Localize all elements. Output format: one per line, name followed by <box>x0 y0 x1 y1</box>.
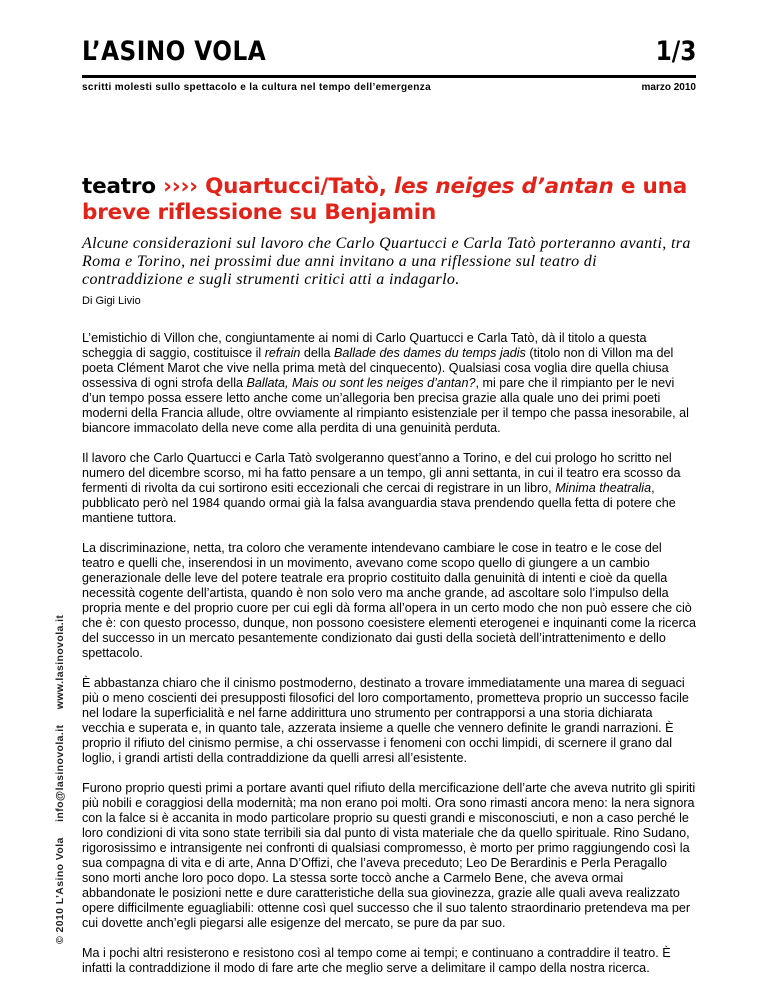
article <box>82 174 696 976</box>
byline: Di Gigi Livio <box>82 295 141 307</box>
page-number: 1/3 <box>655 36 696 67</box>
p1-text-a: L’emistichio di Villon che, congiuntamente ai nomi di Carlo Quartucci e Carla Tatò, dà il titolo a questa scheggia di saggio, costituisce il <box>82 331 647 360</box>
email-link[interactable]: info@lasinovola.it <box>54 724 66 822</box>
article-headline <box>82 174 696 226</box>
paragraph-3: La discriminazione, netta, tra coloro che veramente intendevano cambiare le cose in teatro e le cose del teatro e quelli che, inserendosi in un movimento, avevano come scopo quello di giungere a un cambio generazionale delle leve del potere teatrale era proprio costituito dalla genuinità di intenti e cioè da quella necessità cogente dell’artista, quando è non solo vero ma anche grande, ad ascoltare solo l’impulso della propria mente e del proprio cuore per cui egli dà forma all’opera in un certo modo che non può essere che ciò che è: con questo processo, dunque, non possono coesistere elementi eterogenei e inquinanti come la ricerca del successo in un mercato pesantemente condizionato dai gusti della società dell’intrattenimento e dello spettacolo. <box>82 541 696 660</box>
side-credits <box>54 614 68 944</box>
paragraph-4: È abbastanza chiaro che il cinismo postmoderno, destinato a trovare immediatamente una marea di seguaci più o meno coscienti dei presupposti filosofici del loro comportamento, prometteva proprio un successo facile nel lodare la superficialità e nel farne addirittura uno strumento per contrapporsi a una storia dichiarata vecchia e superata e, in quanto tale, azzerata insieme a quelle che vennero definite le grandi narrazioni. È proprio il rifiuto del cinismo permise, a chi osservasse i fenomeni con occhi limpidi, di scernere il grano dal loglio, i grandi artisti della contraddizione da quelli arresi all’esistente. <box>82 676 689 765</box>
copyright-text: © 2010 L’Asino Vola <box>54 837 66 944</box>
p2-text-a: Il lavoro che Carlo Quartucci e Carla Tatò svolgeranno quest’anno a Torino, e del cui prologo ho scritto nel numero del dicembre scorso, mi ha fatto pensare a un tempo, gli anni settanta, in cui il teatro era scosso da fermenti di rivolta da cui sortirono esiti eccezionali che cercai di registrare in un libro, <box>82 451 681 495</box>
issue-date: marzo 2010 <box>641 82 696 93</box>
p1-italic-ballata: Ballata, Mais ou sont les neiges d’antan? <box>246 376 476 390</box>
p1-text-c: (titolo non di Villon ma del poeta Clément Marot che vive nella prima metà del cinquecento). Qualsiasi cosa voglia dire quella chiusa ossessiva di ogni strofa della <box>82 346 674 390</box>
section-label: teatro <box>82 174 156 199</box>
masthead-rule <box>82 75 696 78</box>
p1-text-b: della <box>300 346 335 360</box>
p2-italic-book-title: Minima theatralia <box>555 481 652 495</box>
p1-text-d: , mi pare che il rimpianto per le nevi d’un tempo possa essere letto anche come un’allegoria ben precisa grazie alla quale uno dei primi poeti moderni della Francia allude, oltre ovviamente al rimpianto esistenziale per il tempo che passa inesorabile, al biancore immacolato della neve come alla perdita di una genuinità perduta. <box>82 376 689 435</box>
p1-italic-ballade: Ballade des dames du temps jadis <box>334 346 526 360</box>
paragraph-5: Furono proprio questi primi a portare avanti quel rifiuto della mercificazione dell’arte che aveva nutrito gli spiriti più nobili e coraggiosi della modernità; ma non erano poi molti. Ora sono rimasti ancora meno: la nera signora con la falce si è accanita in modo particolare proprio su questi grandi e misconosciuti, e non a caso perché le loro condizioni di vita sono state terribili sia dal punto di vista materiale che da quello spirituale. Rino Sudano, rigorosissimo e intransigente nei confronti di qualsiasi compromesso, è morto per primo raggiungendo così la sua compagna di vita e di arte, Anna D’Offizi, che l’aveva preceduto; Leo De Berardinis e Perla Peragallo sono morti anche loro poco dopo. La stessa sorte toccò anche a Carmelo Bene, che aveva ormai abbandonate le posizioni nette e dure caratteristiche della sua giovinezza, grazie alle quali aveva realizzato opere difficilmente eguagliabili: ottenne così quel successo che il suo talento straordinario pretendeva ma per cui dovette anch’egli piegarsi alle esigenze del mercato, se pure da par suo. <box>82 781 696 930</box>
paragraph-2 <box>82 451 696 526</box>
paragraph-6: Ma i pochi altri resisterono e resistono così al tempo come ai tempi; e continuano a contraddire il teatro. È infatti la contraddizione il modo di fare arte che meglio serve a delimitare il campo della nostra ricerca. <box>82 946 671 975</box>
article-lede: Alcune considerazioni sul lavoro che Carlo Quartucci e Carla Tatò porteranno avanti, tra Roma e Torino, nei prossimi due anni invitano a una riflessione sul teatro di contraddizione e sugli strumenti critici atti a indagarlo. <box>82 235 691 288</box>
masthead-subtitle: scritti molesti sullo spettacolo e la cultura nel tempo dell’emergenza <box>82 82 432 93</box>
headline-part-b: e una breve riflessione su Benjamin <box>82 174 688 225</box>
headline-italic: les neiges d’antan <box>393 174 614 199</box>
website-link[interactable]: www.lasinovola.it <box>54 614 66 710</box>
paragraph-1 <box>82 331 696 436</box>
headline-part-a: Quartucci/Tatò, <box>205 174 394 199</box>
section-arrows: ›››› <box>163 174 198 199</box>
p1-italic-refrain: refrain <box>264 346 301 360</box>
p2-text-b: , pubblicato però nel 1984 quando ormai già la falsa avanguardia stava prendendo quella fetta di potere che mantiene tuttora. <box>82 481 676 525</box>
masthead-title: L’ASINO VOLA <box>82 36 267 67</box>
